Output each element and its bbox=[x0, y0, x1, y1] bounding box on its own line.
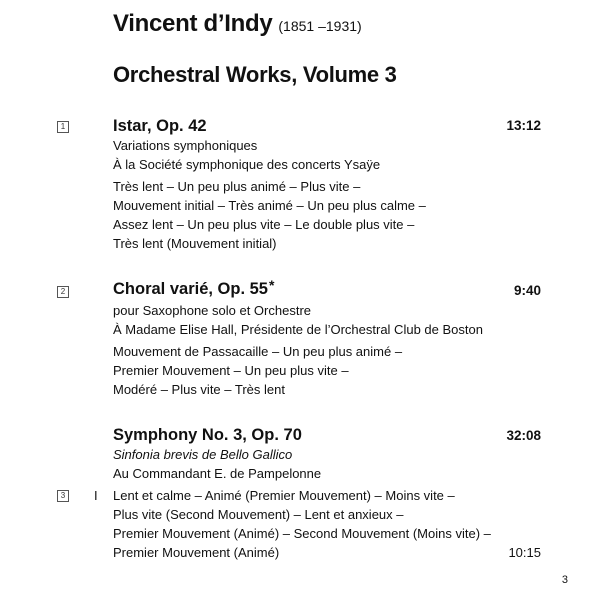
volume-title: Orchestral Works, Volume 3 bbox=[113, 62, 397, 87]
tempo-line: Plus vite (Second Mouvement) – Lent et anxieux – bbox=[113, 507, 404, 522]
composer-heading bbox=[113, 10, 362, 38]
tempo-line: Lent et calme – Animé (Premier Mouvement) – Moins vite – bbox=[113, 488, 455, 503]
tempo-line: Premier Mouvement (Animé) bbox=[113, 545, 280, 560]
work-subtitle: Sinfonia brevis de Bello Gallico bbox=[113, 447, 293, 462]
page-number: 3 bbox=[561, 574, 568, 586]
work-duration: 9:40 bbox=[513, 283, 541, 298]
composer-name: Vincent d’Indy bbox=[113, 10, 273, 37]
work-subtitle: pour Saxophone solo et Orchestre bbox=[113, 303, 312, 318]
movement-number: I bbox=[94, 488, 98, 503]
work-dedication: À Madame Elise Hall, Présidente de l’Orchestral Club de Boston bbox=[113, 322, 483, 337]
track-number-box: 3 bbox=[57, 490, 69, 502]
work-duration: 32:08 bbox=[506, 428, 541, 443]
work-title: Choral varié, Op. 55 bbox=[113, 280, 268, 298]
work-dedication: À la Société symphonique des concerts Ysaÿe bbox=[113, 157, 381, 172]
tempo-line: Très lent (Mouvement initial) bbox=[113, 236, 277, 251]
movement-duration: 10:15 bbox=[508, 545, 541, 560]
work-title: Istar, Op. 42 bbox=[113, 117, 207, 135]
footnote-mark: * bbox=[268, 277, 275, 293]
composer-dates: (1851 –1931) bbox=[278, 18, 362, 34]
tempo-line: Très lent – Un peu plus animé – Plus vite – bbox=[113, 179, 361, 194]
tempo-line: Modéré – Plus vite – Très lent bbox=[113, 382, 285, 397]
tempo-line: Premier Mouvement – Un peu plus vite – bbox=[113, 363, 349, 378]
tempo-line: Mouvement initial – Très animé – Un peu plus calme – bbox=[113, 198, 426, 213]
work-dedication: Au Commandant E. de Pampelonne bbox=[113, 466, 322, 481]
tempo-line: Mouvement de Passacaille – Un peu plus animé – bbox=[113, 344, 403, 359]
work-subtitle: Variations symphoniques bbox=[113, 138, 258, 153]
tempo-line: Assez lent – Un peu plus vite – Le double plus vite – bbox=[113, 217, 415, 232]
work-duration: 13:12 bbox=[506, 118, 541, 133]
work-title-row bbox=[113, 277, 275, 299]
work-title: Symphony No. 3, Op. 70 bbox=[113, 426, 302, 444]
tempo-line: Premier Mouvement (Animé) – Second Mouvement (Moins vite) – bbox=[113, 526, 491, 541]
track-number-box: 1 bbox=[57, 121, 69, 133]
track-number-box: 2 bbox=[57, 286, 69, 298]
